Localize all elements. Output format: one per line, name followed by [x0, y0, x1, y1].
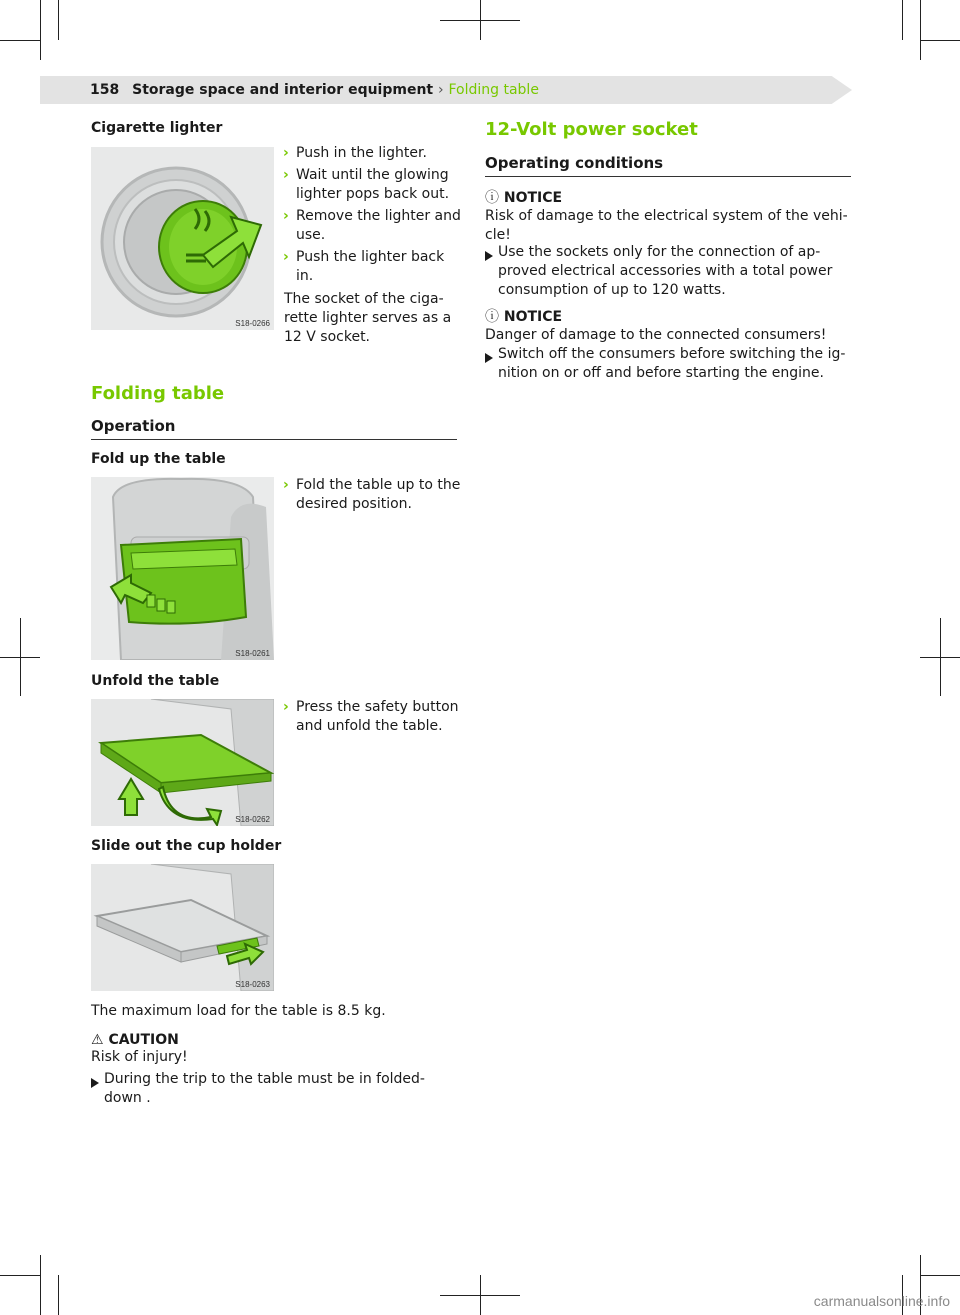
- cigarette-lighter-figure: [91, 147, 274, 330]
- unfold-figure: [91, 699, 274, 826]
- instruction-step: › Remove the lighter and use.: [283, 208, 461, 243]
- power-socket-title: 12-Volt power socket: [485, 119, 698, 140]
- triangle-bullet-icon: [485, 350, 499, 369]
- notice-bullet: Switch off the consumers before switching the ig-nition on or off and before starting the engine.: [485, 345, 847, 383]
- crop-mark: [940, 618, 941, 696]
- breadcrumb-separator: ›: [438, 82, 444, 98]
- operating-conditions-heading: Operating conditions: [485, 154, 851, 177]
- breadcrumb-section[interactable]: Storage space and interior equipment: [132, 82, 434, 98]
- operation-heading: Operation: [91, 417, 457, 440]
- triangle-bullet-icon: [91, 1075, 105, 1094]
- chevron-right-icon: ›: [283, 208, 289, 224]
- caution-block: [91, 1032, 457, 1067]
- figure-code: S18-0262: [235, 815, 270, 824]
- crop-mark: [58, 0, 59, 40]
- watermark: carmanualsonline.info: [813, 1293, 950, 1309]
- unfold-illustration: [91, 699, 274, 826]
- notice-heading: ⓘ NOTICE: [485, 309, 563, 325]
- crop-mark: [0, 1275, 40, 1276]
- crop-mark: [20, 618, 21, 696]
- figure-code: S18-0266: [235, 319, 270, 328]
- caution-heading: ⚠ CAUTION: [91, 1032, 179, 1048]
- cup-holder-figure: [91, 864, 274, 991]
- notice-heading: ⓘ NOTICE: [485, 190, 563, 206]
- figure-code: S18-0261: [235, 649, 270, 658]
- crop-mark: [920, 0, 921, 60]
- crop-mark: [480, 0, 481, 40]
- crop-mark: [902, 0, 903, 40]
- cigarette-lighter-illustration: [91, 147, 274, 330]
- cigarette-lighter-note: The socket of the ciga-rette lighter serves as a 12 V socket.: [284, 291, 452, 345]
- crop-mark: [40, 1255, 41, 1315]
- page-number: 158: [90, 82, 120, 98]
- crop-mark: [920, 40, 960, 41]
- unfold-heading: Unfold the table: [91, 673, 220, 689]
- crop-mark: [0, 40, 40, 41]
- chevron-right-icon: ›: [283, 167, 289, 183]
- chevron-right-icon: ›: [283, 699, 289, 715]
- instruction-step: › Push the lighter back in.: [283, 249, 445, 284]
- fold-up-figure: [91, 477, 274, 660]
- instruction-step: › Push in the lighter.: [283, 145, 427, 161]
- notice-text: Danger of damage to the connected consumers!: [485, 327, 827, 343]
- breadcrumb-current[interactable]: Folding table: [448, 82, 539, 98]
- info-circle-icon: ⓘ: [485, 309, 499, 325]
- fold-up-heading: Fold up the table: [91, 451, 226, 467]
- notice-block: [485, 187, 851, 245]
- cup-holder-illustration: [91, 864, 274, 991]
- caution-text: Risk of injury!: [91, 1049, 188, 1065]
- warning-icon: ⚠: [91, 1032, 104, 1048]
- crop-mark: [40, 0, 41, 60]
- notice-bullet: Use the sockets only for the connection of ap-proved electrical accessories with a total power consumption of up to 120 watts.: [485, 243, 837, 300]
- triangle-bullet-icon: [485, 248, 499, 267]
- instruction-step: › Fold the table up to the desired position.: [283, 477, 461, 512]
- breadcrumb: [90, 80, 539, 100]
- instruction-step: › Press the safety button and unfold the table.: [283, 699, 459, 734]
- crop-mark: [480, 1275, 481, 1315]
- chevron-right-icon: ›: [283, 249, 289, 265]
- cup-holder-heading: Slide out the cup holder: [91, 838, 282, 854]
- chevron-right-icon: ›: [283, 145, 289, 161]
- max-load-text: The maximum load for the table is 8.5 kg.: [91, 1003, 386, 1019]
- notice-text: Risk of damage to the electrical system of the vehi-cle!: [485, 208, 848, 243]
- crop-mark: [58, 1275, 59, 1315]
- notice-block: [485, 306, 851, 345]
- info-circle-icon: ⓘ: [485, 190, 499, 206]
- crop-mark: [920, 1275, 960, 1276]
- fold-up-illustration: [91, 477, 274, 660]
- cigarette-lighter-heading: Cigarette lighter: [91, 120, 223, 136]
- caution-bullet: During the trip to the table must be in folded-down .: [91, 1070, 436, 1108]
- chevron-right-icon: ›: [283, 477, 289, 493]
- figure-code: S18-0263: [235, 980, 270, 989]
- instruction-step: › Wait until the glowing lighter pops back out.: [283, 167, 450, 202]
- folding-table-title: Folding table: [91, 383, 225, 404]
